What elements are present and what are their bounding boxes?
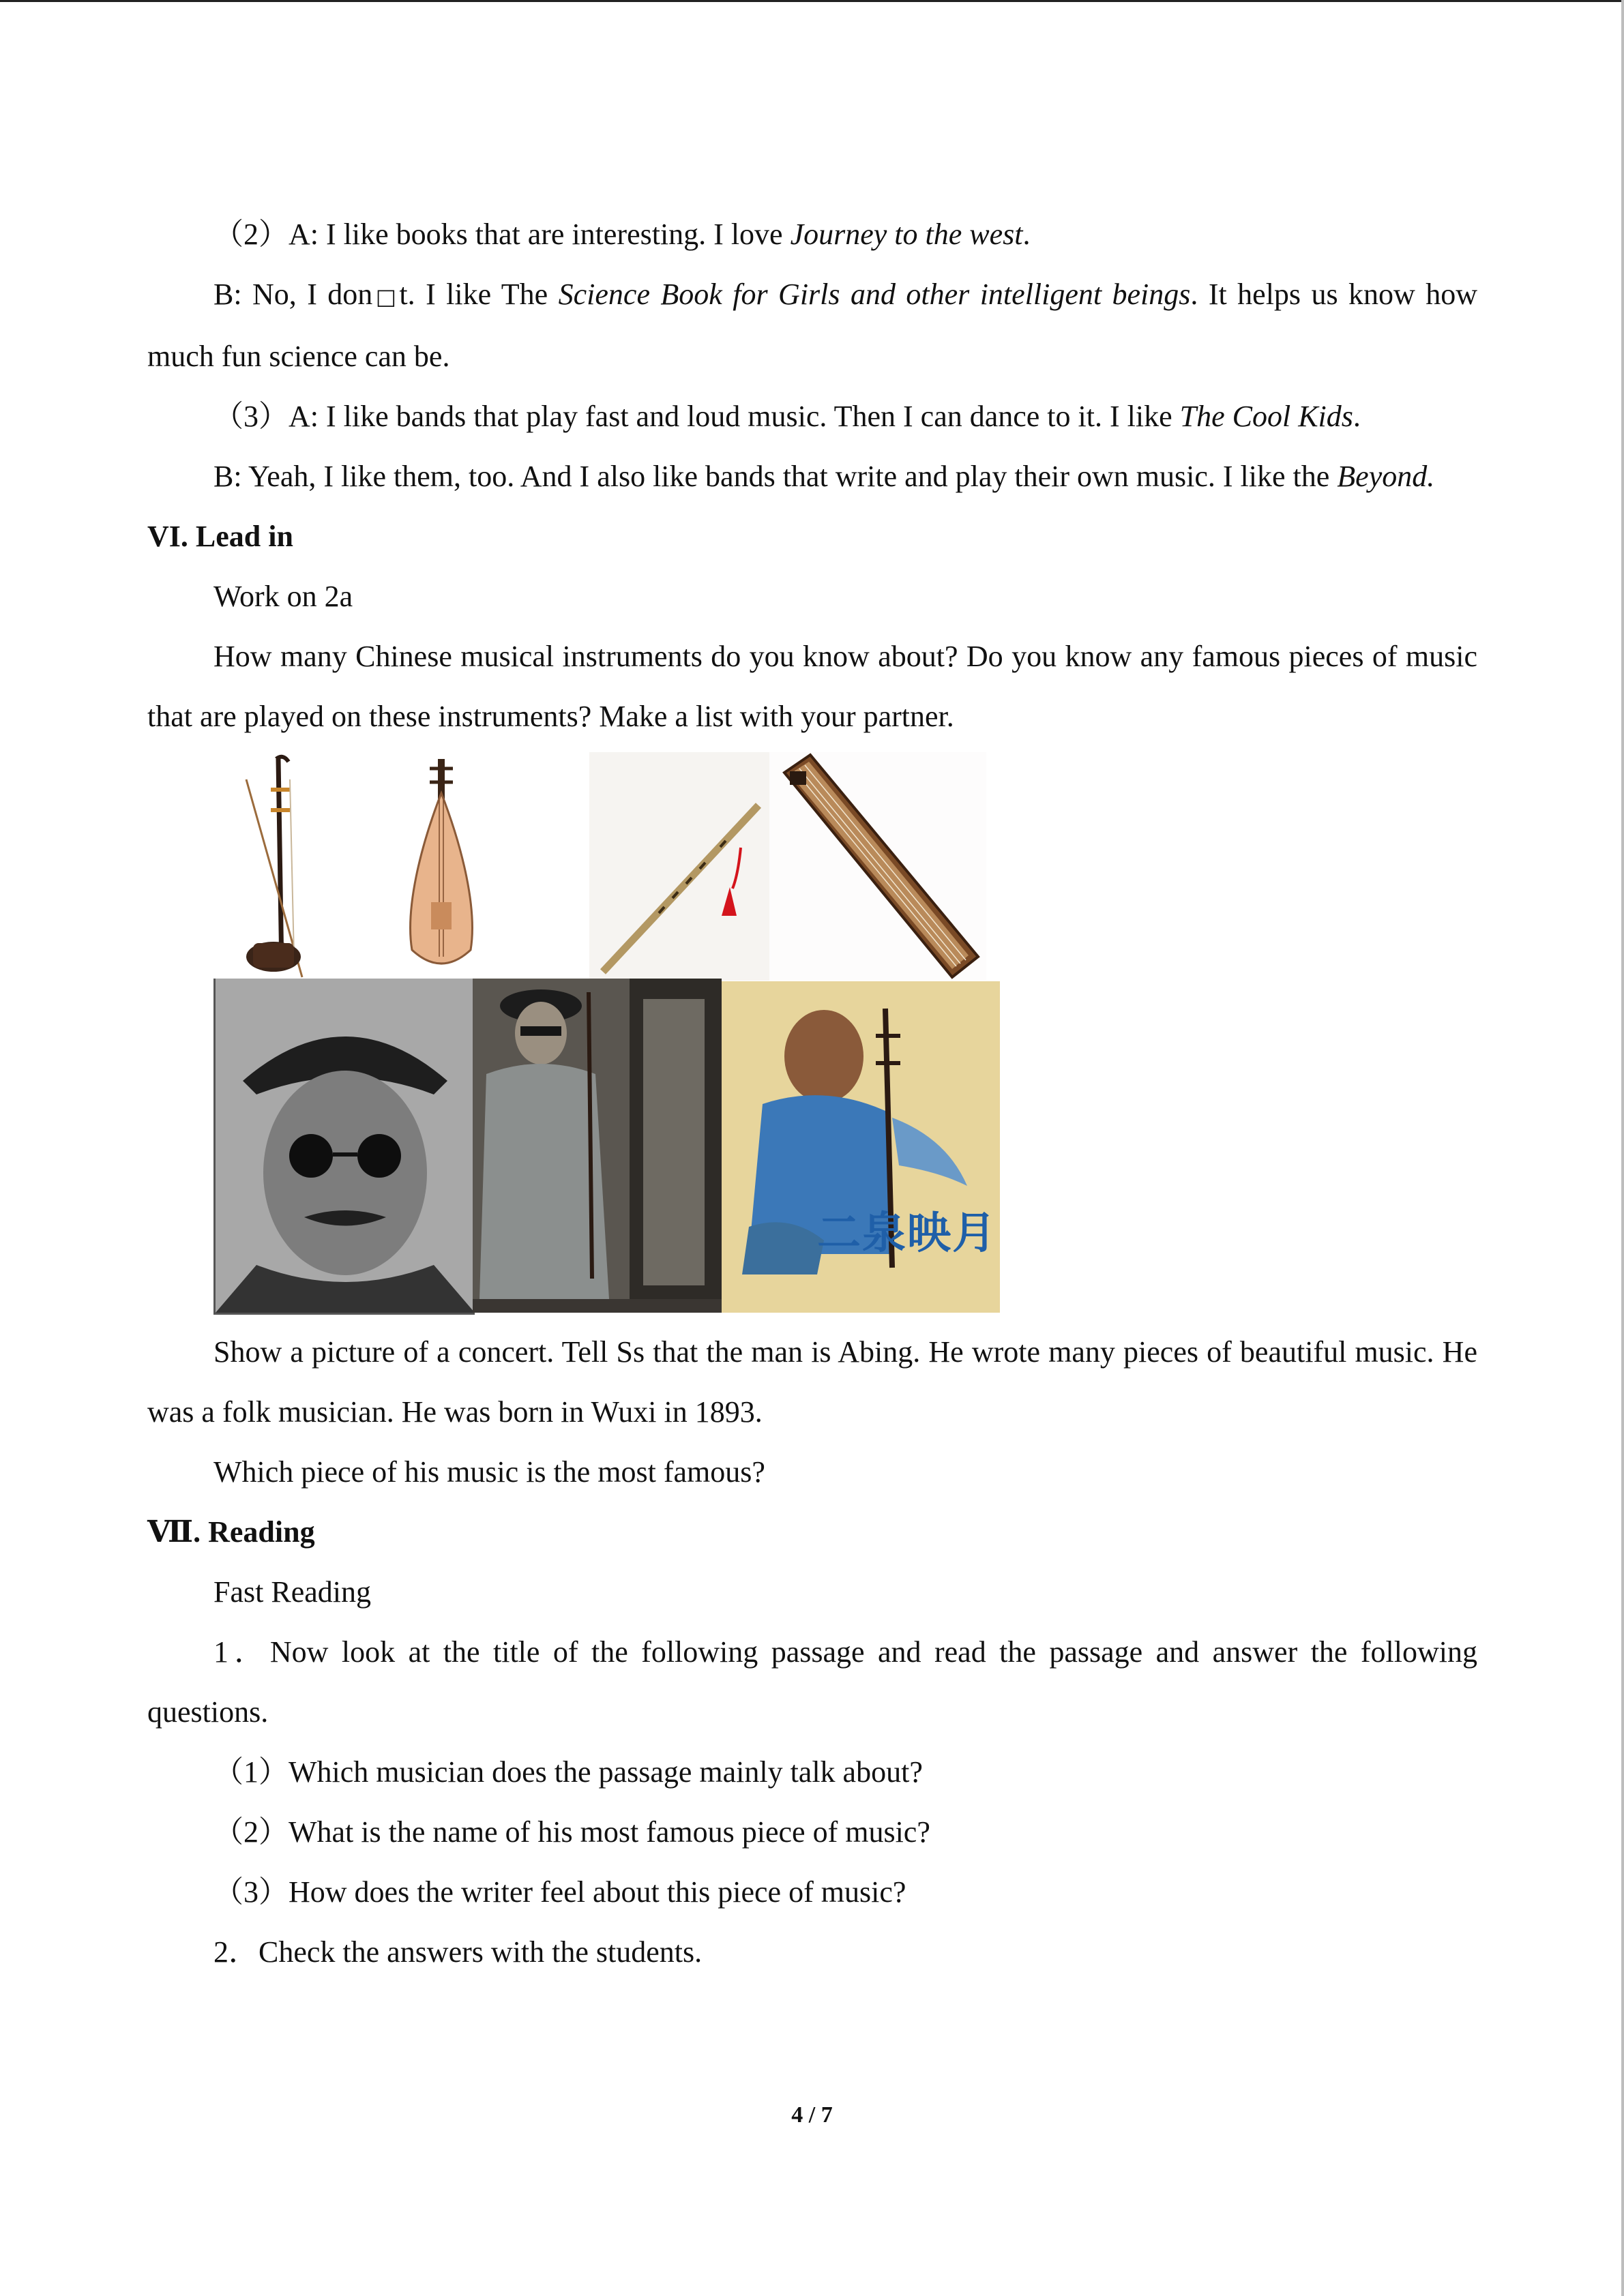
most-famous-question: Which piece of his music is the most famous? (213, 1455, 765, 1489)
lead-in-instructions: How many Chinese musical instruments do you know about? Do you know any famous pieces of music that are played on these instruments? Make a list with your partner. (147, 640, 1477, 733)
reading-task-2: 2．Check the answers with the students. (213, 1935, 703, 1969)
erquan-yingyue-poster (722, 981, 1000, 1313)
abing-painting (473, 979, 722, 1313)
poster-title: 二泉映月 (817, 1208, 997, 1259)
right-border (1621, 0, 1624, 2296)
fast-reading-label: Fast Reading (213, 1575, 371, 1609)
instrument-and-musician-figures (147, 752, 1477, 1318)
dialogue-a3: （3）A: I like bands that play fast and loud music. Then I can dance to it. I like The Cool Kids. (213, 400, 1361, 433)
dialogue-b3: B: Yeah, I like them, too. And I also like bands that write and play their own music. I like the Beyond. (213, 460, 1435, 493)
top-border (0, 0, 1624, 2)
page-content (147, 205, 1477, 1982)
abing-photo (213, 979, 475, 1315)
section-heading-reading: Ⅶ. Reading (147, 1515, 315, 1549)
dialogue-b2: B: No, I don□t. I like The Science Book for Girls and other intelligent beings. It helps us know how much fun science can be. (147, 278, 1478, 373)
question-3: （3）How does the writer feel about this piece of music? (213, 1875, 906, 1909)
dizi-flute-icon (589, 752, 769, 981)
guzheng-icon (769, 752, 986, 981)
dialogue-a2: （2）A: I like books that are interesting. I love Journey to the west. (213, 218, 1031, 251)
work-on-2a: Work on 2a (213, 580, 353, 613)
reading-task-1: 1．Now look at the title of the following passage and read the passage and answer the following questions. (147, 1635, 1477, 1729)
abing-intro: Show a picture of a concert. Tell Ss that the man is Abing. He wrote many pieces of beautiful music. He was a folk musician. He was born in Wuxi in 1893. (147, 1335, 1477, 1429)
question-1: （1）Which musician does the passage mainly talk about? (213, 1755, 923, 1789)
question-2: （2）What is the name of his most famous piece of music? (213, 1815, 930, 1849)
section-heading-lead-in: VI. Lead in (147, 520, 293, 553)
page-number: 4 / 7 (791, 2102, 833, 2128)
pipa-icon (372, 752, 509, 981)
